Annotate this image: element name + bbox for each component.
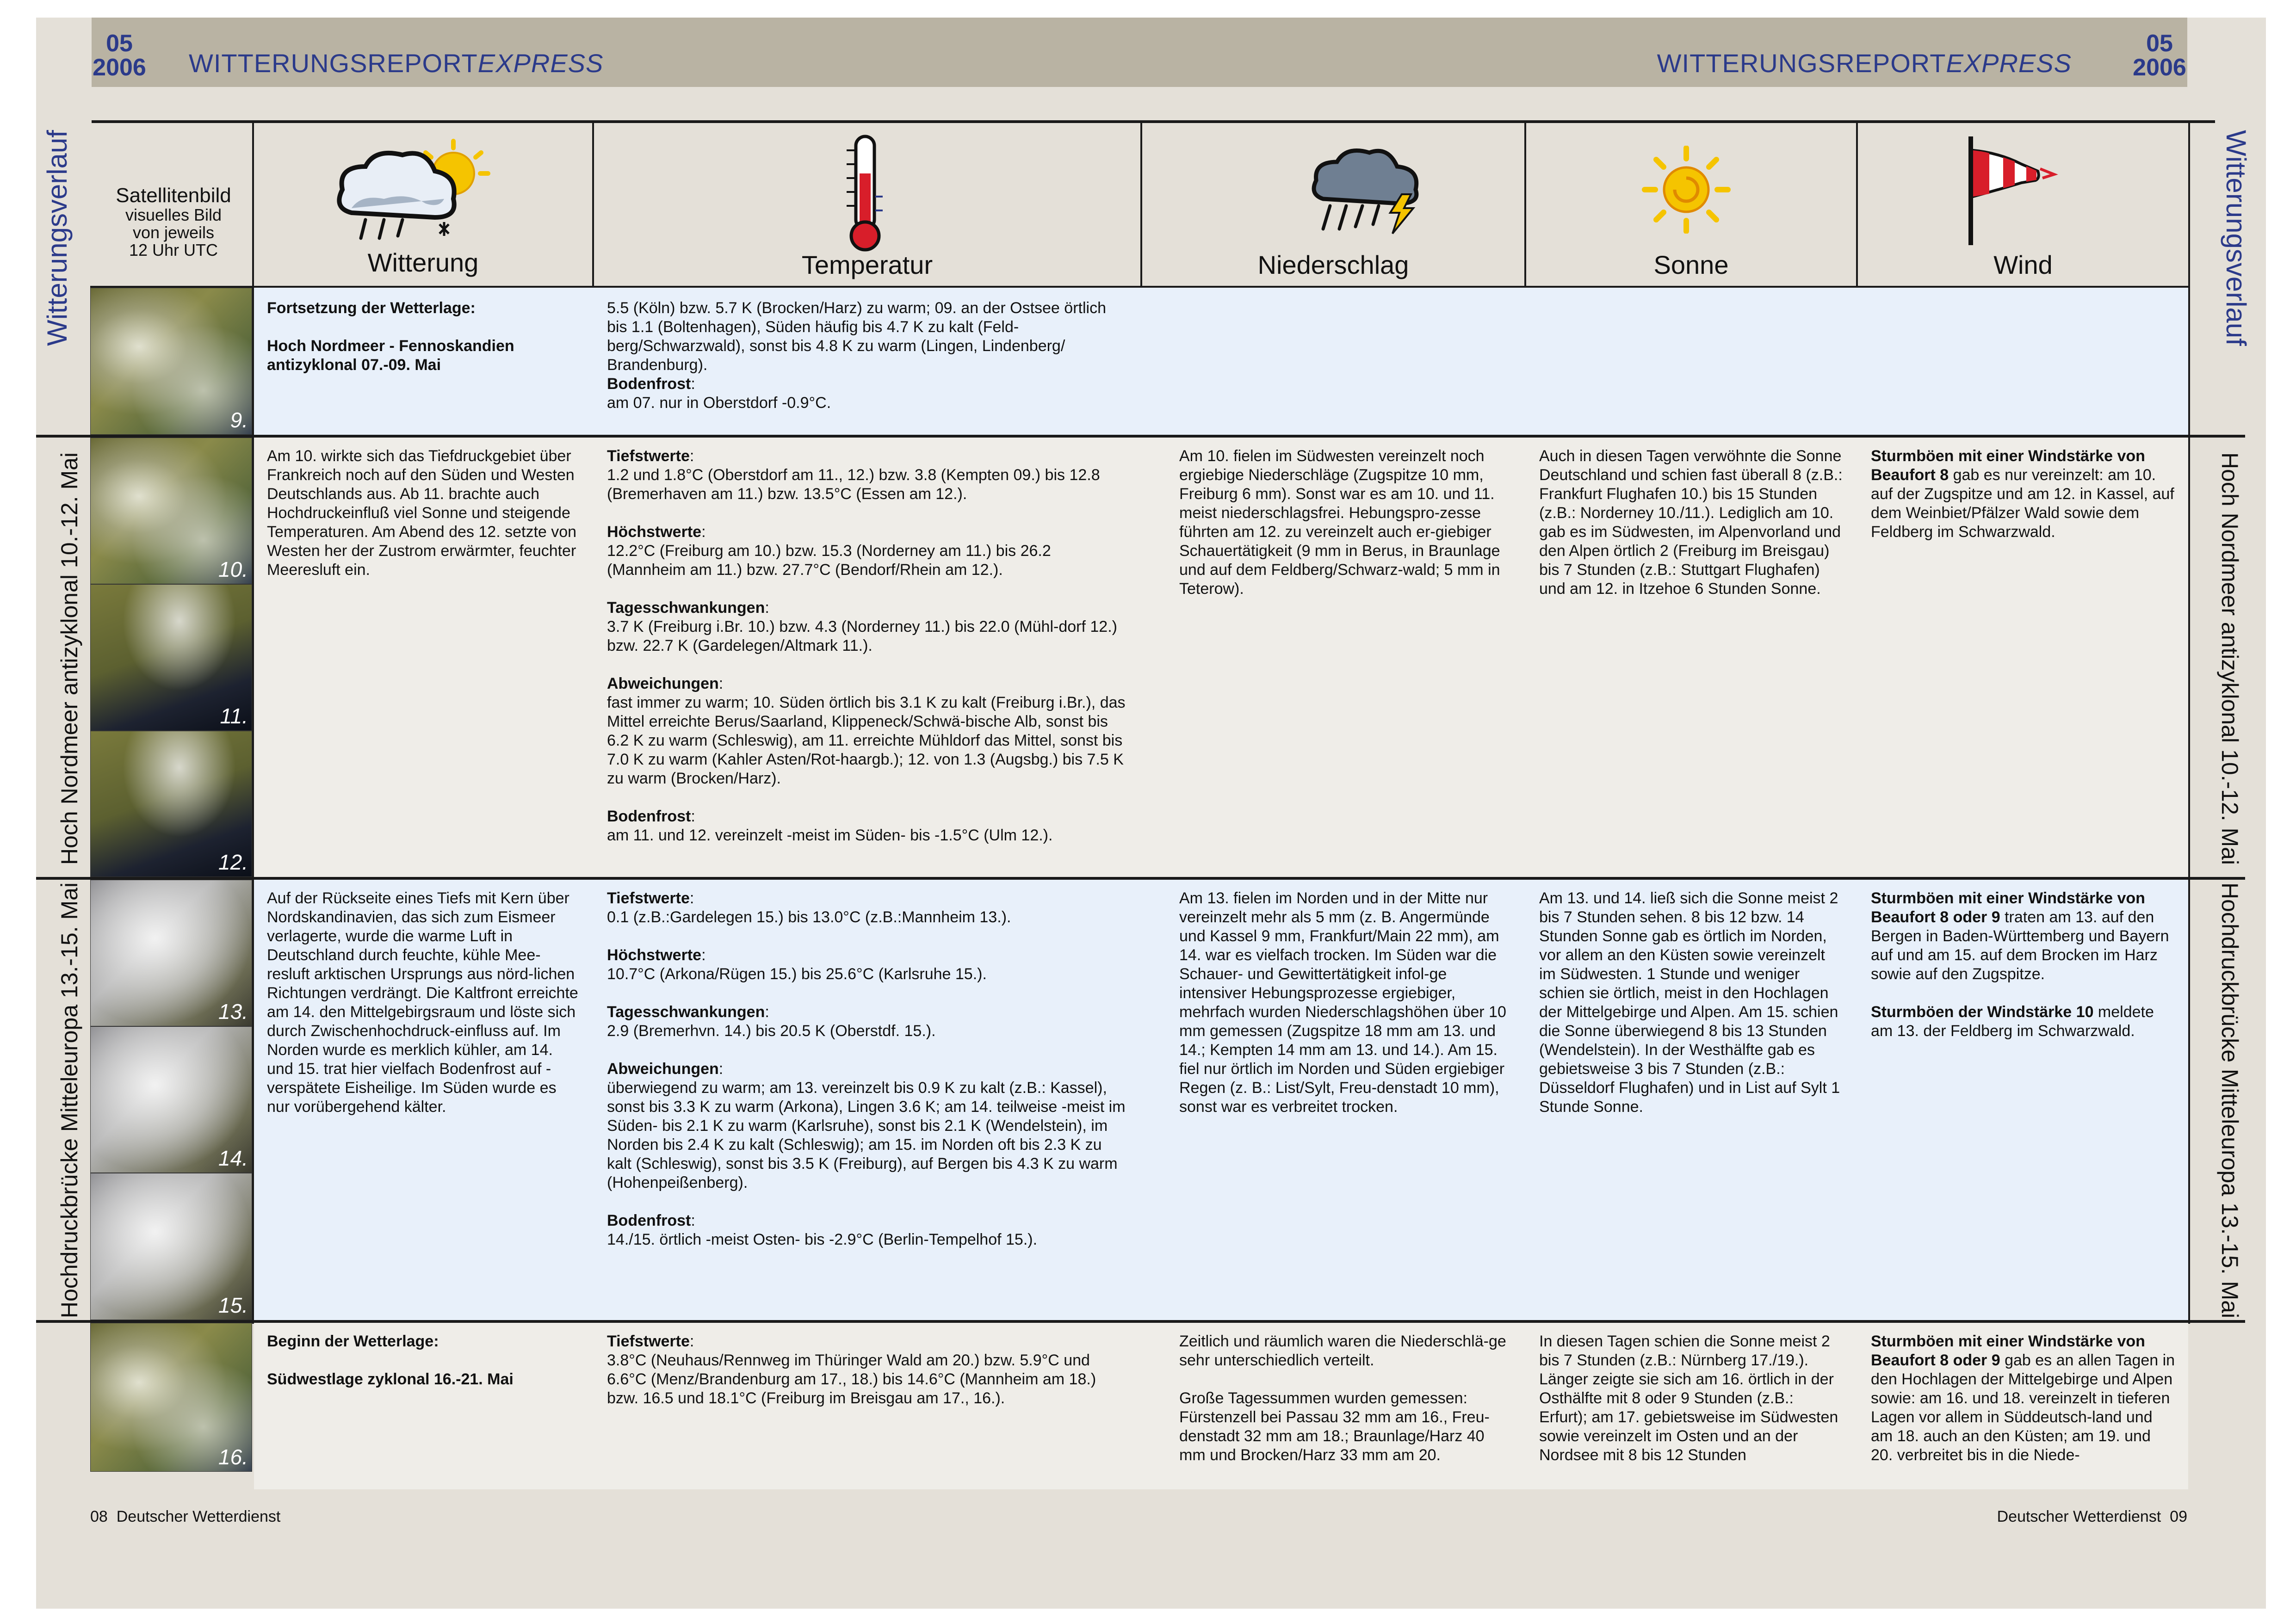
sonne-text: Am 13. und 14. ließ sich die Sonne meist 2 bis 7 Stunden sehen. 8 bis 12 bzw. 14 Stunden Sonne gab es örtlich im Norden, vor allem an den Küsten sowie vereinzelt im Südwesten. 1 Stunde und weniger schien sie örtlich, meist in den Hochlagen der Mittelgebirge und Alpen. Am 15. schien die Sonne überwiegend 8 bis 13 Stunden (Wendelstein). In der Westhälfte gab es gebietsweise 3 bis 7 Stunden (z.B.: Düsseldorf Flughafen) und in List auf Sylt 1 Stunde Sonne.: [1539, 889, 1840, 1116]
schwank-text: 3.7 K (Freiburg i.Br. 10.) bzw. 4.3 (Norderney 11.) bis 22.0 (Mühl-dorf 12.) bzw. 22.7 K (Gardelegen/Altmark 11.).: [607, 618, 1117, 654]
witterung-text: Am 10. wirkte sich das Tiefdruckgebiet über Frankreich noch auf den Süden und Westen Deutschlands aus. Ab 11. brachte auch Hochdruckeinfluß viel Sonne und steigende Temperaturen. Am Abend des 12. setzte von Westen her der Zustrom erwärmter, feuchter Meeresluft ein.: [267, 447, 577, 579]
satellite-caption-line3: 12 Uhr UTC: [129, 241, 218, 259]
wind-text: traten am 13. auf den Bergen in Baden-Württemberg und Bayern auf und am 15. auf dem Brocken im Harz sowie auf den Zugspitze.: [1871, 908, 2169, 983]
issue-year-right: 2006: [2133, 54, 2186, 81]
row4-witterung: [254, 1327, 592, 1489]
column-sonne: Sonne: [1653, 250, 1729, 279]
issue-year-left: 2006: [93, 54, 146, 81]
bodenfrost-label: Bodenfrost: [607, 808, 691, 825]
row3-sonne: [1526, 884, 1856, 1317]
row3-wind: [1858, 884, 2188, 1317]
row1-temperatur: 5.5 (Köln) bzw. 5.7 K (Brocken/Harz) zu warm; 09. an der Ostsee örtlich bis 1.1 (Boltenhagen), Süden häufig bis 4.7 K zu kalt (Feld-berg/Schwarzwald), sonst bis 4.8 K zu warm (Lingen, Lindenberg/ Brandenburg). Bodenfrost: am 07. nur in Oberstdorf -0.9°C.: [607, 299, 1106, 412]
footer-left: [90, 1508, 280, 1526]
section-label-left-2: Hoch Nordmeer antizyklonal 10.-12. Mai: [56, 452, 82, 865]
schwank-label: Tagesschwankungen: [607, 599, 765, 617]
witterung-subheading: Hoch Nordmeer - Fennoskandien antizyklonal 07.-09. Mai: [267, 337, 514, 374]
thermometer-icon: [837, 132, 893, 252]
satellite-day-label: 16.: [218, 1445, 248, 1469]
satellite-caption-line2: von jeweils: [132, 223, 215, 242]
hoechst-text: 12.2°C (Freiburg am 10.) bzw. 15.3 (Norderney am 11.) bis 26.2 (Mannheim am 11.) bzw. 27.7°C (Bendorf/Rhein am 12.).: [607, 542, 1051, 579]
row2-bottom-line: [36, 877, 2245, 880]
bodenfrost-text: 14./15. örtlich -meist Osten- bis -2.9°C (Berlin-Tempelhof 15.).: [607, 1231, 1038, 1248]
wind-bold-text-2: Sturmböen der Windstärke 10: [1871, 1003, 2094, 1021]
hoechst-text: 10.7°C (Arkona/Rügen 15.) bis 25.6°C (Karlsruhe 15.).: [607, 965, 987, 983]
row3-witterung: [254, 884, 592, 1317]
abw-text: überwiegend zu warm; am 13. vereinzelt bis 0.9 K zu kalt (z.B.: Kassel), sonst bis 3.3 K zu warm (Arkona), Lingen 3.6 K; am 14. teilweise -meist im Süden- bis 2.1 K zu warm (Karlsruhe), sonst bis 2.1 K (Wendelstein), im Norden bis 2.4 K zu kalt (Schleswig); am 15. im Norden oft bis 2.3 K zu kalt (Schleswig), sonst bis 3.5 K (Freiburg), auf Bergen bis 4.3 K zu warm (Hohenpeißenberg).: [607, 1079, 1126, 1191]
row4-temperatur: Tiefstwerte: 3.8°C (Neuhaus/Rennweg im Thüringer Wald am 20.) bzw. 5.9°C und 6.6°C (Menz/Brandenburg am 17., 18.) bis 14.6°C (Mannheim am 18.) bzw. 16.5 und 18.1°C (Freiburg im Breisgau am 17., 16.).: [607, 1333, 1096, 1407]
satellite-image-16: [90, 1323, 252, 1472]
windsock-icon: [1957, 132, 2059, 247]
column-temperatur: Temperatur: [801, 250, 933, 279]
witterung-text: Auf der Rückseite eines Tiefs mit Kern über Nordskandinavien, das sich zum Eismeer verlagerte, wurde die warme Luft in Deutschland durch feuchte, kühle Mee-resluft arktischen Ursprungs aus nörd-lichen Richtungen verdrängt. Die Kaltfront erreichte am 14. den Mittelgebirgsraum und löste sich durch Zwischenhochdruck-einfluss auf. Im Norden wurde es merklich kühler, am 14. und 15. trat hier vielfach Bodenfrost auf - verspätete Eisheilige. Im Süden wurde es nur vorübergehend kälter.: [267, 889, 578, 1116]
satellite-image-15: [90, 1173, 252, 1320]
title-express-left: EXPRESS: [477, 49, 604, 78]
satellite-image-11: [90, 584, 252, 731]
satellite-day-label: 10.: [218, 557, 248, 581]
page-number-right: 09: [2170, 1508, 2187, 1525]
satellite-day-label: 13.: [218, 1000, 248, 1024]
header-band: [92, 18, 2187, 87]
sonne-text: In diesen Tagen schien die Sonne meist 2 bis 7 Stunden (z.B.: Nürnberg 17./19.). Länger zeigte sie sich am 16. örtlich in der Osthälfte mit 8 oder 9 Stunden (z.B.: Erfurt); am 17. gebietsweise im Südwesten sowie vereinzelt im Osten und an der Nordsee mit 8 bis 12 Stunden: [1539, 1333, 1838, 1464]
column-wind: Wind: [1993, 250, 2053, 279]
row4-sonne: [1526, 1327, 1856, 1489]
section-label-left-3: Hochdruckbrücke Mitteleuropa 13.-15. Mai: [56, 882, 82, 1319]
witterung-heading: Beginn der Wetterlage:: [267, 1333, 439, 1350]
side-title-right: Witterungsverlauf: [2220, 130, 2252, 346]
title-express-right: EXPRESS: [1946, 49, 2072, 78]
header-bottom-line: [90, 286, 2188, 288]
header-title-right: [1657, 48, 2072, 78]
title-main-right: WITTERUNGSREPORT: [1657, 49, 1946, 78]
row3-niederschlag: [1142, 884, 1524, 1317]
wind-text: gab es an allen Tagen in den Hochlagen der Mittelgebirge und Alpen sowie: am 16. und 18. vereinzelt in tieferen Lagen vor allem in Süddeutsch-land und am 18. auch an den Küsten; am 19. und 20. verbreitet bis in die Niede-: [1871, 1351, 2175, 1464]
satellite-day-label: 9.: [230, 408, 248, 432]
bodenfrost-text: am 11. und 12. vereinzelt -meist im Süden- bis -1.5°C (Ulm 12.).: [607, 827, 1053, 844]
satellite-day-label: 15.: [218, 1293, 248, 1317]
niederschlag-text: Zeitlich und räumlich waren die Niederschlä-ge sehr unterschiedlich verteilt.: [1179, 1333, 1506, 1369]
wind-text-2: meldete am 13. der Feldberg im Schwarzwald.: [1871, 1003, 2154, 1040]
row2-wind: [1858, 442, 2188, 872]
satellite-caption: [102, 185, 245, 259]
row2-niederschlag: [1142, 442, 1524, 872]
abw-text: fast immer zu warm; 10. Süden örtlich bis 3.1 K zu kalt (Freiburg i.Br.), das Mittel erreichte Berus/Saarland, Klippeneck/Schwä-bische Alb, sonst bis 6.2 K zu warm (Schleswig), am 11. erreichte Mühldorf das Mittel, sonst bis 7.0 K zu warm (Kahler Asten/Rot-haargb.); 12. von 1.3 (Augsbg.) bis 7.5 K zu warm (Brocken/Harz).: [607, 694, 1126, 787]
wind-text: gab es nur vereinzelt: am 10. auf der Zugspitze und am 12. in Kassel, auf dem Weinbiet/Pfälzer Wald sowie dem Feldberg im Schwarzwald.: [1871, 466, 2174, 541]
satellite-image-10: [90, 438, 252, 584]
footer-right: [1997, 1508, 2187, 1526]
storm-cloud-icon: [1309, 143, 1430, 236]
bodenfrost-label: Bodenfrost: [607, 375, 691, 393]
satellite-image-9: [90, 288, 252, 435]
wind-bold-text: Sturmböen mit einer Windstärke von Beaufort 8 oder 9: [1871, 889, 2145, 926]
tiefst-text: 3.8°C (Neuhaus/Rennweg im Thüringer Wald am 20.) bzw. 5.9°C und 6.6°C (Menz/Brandenburg am 17., 18.) bis 14.6°C (Mannheim am 18.) bzw. 16.5 und 18.1°C (Freiburg im Breisgau am 17., 16.).: [607, 1351, 1096, 1407]
witterung-heading: Fortsetzung der Wetterlage:: [267, 299, 476, 317]
page-number-left: 08: [90, 1508, 108, 1525]
sonne-text: Auch in diesen Tagen verwöhnte die Sonne Deutschland und schien fast überall 8 (z.B.: Frankfurt Flughafen 10.) bis 15 Stunden (z.B.: Norderney 10./11.). Lediglich am 10. gab es im Südwesten, im Alpenvorland und den Alpen örtlich 2 (Freiburg im Breisgau) bis 7 Stunden (z.B.: Stuttgart Flughafen) und am 12. in Itzehoe 6 Stunden Sonne.: [1539, 447, 1843, 598]
witterung-subheading: Südwestlage zyklonal 16.-21. Mai: [267, 1370, 514, 1388]
satellite-image-13: [90, 880, 252, 1026]
row4-niederschlag: [1142, 1327, 1524, 1489]
tiefst-label: Tiefstwerte: [607, 447, 690, 465]
abw-label: Abweichungen: [607, 1060, 719, 1078]
tiefst-text: 1.2 und 1.8°C (Oberstdorf am 11., 12.) bzw. 3.8 (Kempten 09.) bis 12.8 (Bremerhaven am 11.) bzw. 13.5°C (Essen am 12.).: [607, 466, 1100, 503]
sun-icon: [1638, 146, 1735, 234]
title-main-left: WITTERUNGSREPORT: [189, 49, 478, 78]
row2-witterung: [254, 442, 592, 872]
abw-label: Abweichungen: [607, 675, 719, 692]
bodenfrost-label: Bodenfrost: [607, 1212, 691, 1229]
satellite-caption-line1: visuelles Bild: [125, 205, 222, 224]
row2-sonne: [1526, 442, 1856, 872]
hoechst-label: Höchstwerte: [607, 946, 702, 964]
issue-month-right: 05: [2146, 30, 2173, 57]
bodenfrost-text: am 07. nur in Oberstdorf -0.9°C.: [607, 394, 831, 412]
schwank-text: 2.9 (Bremerhvn. 14.) bis 20.5 K (Oberstdf. 15.).: [607, 1022, 936, 1040]
tiefst-text: 0.1 (z.B.:Gardelegen 15.) bis 13.0°C (z.B.:Mannheim 13.).: [607, 908, 1011, 926]
column-niederschlag: Niederschlag: [1257, 250, 1409, 279]
temperatur-text: 5.5 (Köln) bzw. 5.7 K (Brocken/Harz) zu warm; 09. an der Ostsee örtlich bis 1.1 (Boltenhagen), Süden häufig bis 4.7 K zu kalt (Feld-berg/Schwarzwald), sonst bis 4.8 K zu warm (Lingen, Lindenberg/ Brandenburg).: [607, 299, 1106, 374]
row3-temperatur: Tiefstwerte: 0.1 (z.B.:Gardelegen 15.) bis 13.0°C (z.B.:Mannheim 13.). Höchstwerte: 10.7°C (Arkona/Rügen 15.) bis 25.6°C (Karlsruhe 15.). Tagesschwankungen: 2.9 (Bremerhvn. 14.) bis 20.5 K (Oberstdf. 15.). Abweichungen: überwiegend zu warm; am 13. vereinzelt bis 0.9 K zu kalt (z.B.: Kassel), sonst bis 3.3 K zu warm (Arkona), Lingen 3.6 K; am 14. teilweise -meist im Süden- bis 2.1 K zu warm (Karlsruhe), sonst bis 2.1 K (Wendelstein), im Norden bis 2.4 K zu kalt (Schleswig); am 15. im Norden oft bis 2.3 K zu kalt (Schleswig), sonst bis 3.5 K (Freiburg), auf Bergen bis 4.3 K zu warm (Hohenpeißenberg). Bodenfrost: 14./15. örtlich -meist Osten- bis -2.9°C (Berlin-Tempelhof 15.).: [607, 889, 1126, 1248]
row3-bottom-line: [36, 1320, 2245, 1323]
tiefst-label: Tiefstwerte: [607, 889, 690, 907]
column-witterung: Witterung: [367, 248, 479, 277]
col-line-6: [2188, 121, 2190, 1324]
section-label-right-3: Hochdruckbrücke Mitteleuropa 13.-15. Mai: [2217, 882, 2243, 1319]
satellite-day-label: 11.: [220, 704, 248, 728]
row1-witterung: [254, 294, 592, 433]
issue-number-right: [2132, 31, 2187, 80]
satellite-image-14: [90, 1026, 252, 1173]
row4-wind: [1858, 1327, 2188, 1489]
satellite-caption-title: Satellitenbild: [116, 184, 231, 207]
cloud-sun-icon: [333, 139, 490, 245]
footer-publisher-right: Deutscher Wetterdienst: [1997, 1508, 2161, 1525]
wind-bold-text: Sturmböen mit einer Windstärke von Beaufort 8: [1871, 447, 2145, 484]
row1-bottom-line: [36, 435, 2245, 438]
satellite-day-label: 14.: [218, 1146, 248, 1170]
row2-temperatur: Tiefstwerte: 1.2 und 1.8°C (Oberstdorf am 11., 12.) bzw. 3.8 (Kempten 09.) bis 12.8 (Bremerhaven am 11.) bzw. 13.5°C (Essen am 12.). Höchstwerte: 12.2°C (Freiburg am 10.) bzw. 15.3 (Norderney am 11.) bis 26.2 (Mannheim am 11.) bzw. 27.7°C (Bendorf/Rhein am 12.). Tagesschwankungen: 3.7 K (Freiburg i.Br. 10.) bzw. 4.3 (Norderney 11.) bis 22.0 (Mühl-dorf 12.) bzw. 22.7 K (Gardelegen/Altmark 11.). Abweichungen: fast immer zu warm; 10. Süden örtlich bis 3.1 K zu kalt (Freiburg i.Br.), das Mittel erreichte Berus/Saarland, Klippeneck/Schwä-bische Alb, sonst bis 6.2 K zu warm (Schleswig), am 11. erreichte Mühldorf das Mittel, sonst bis 7.0 K zu warm (Kahler Asten/Rot-haargb.); 12. von 1.3 (Augsbg.) bis 7.5 K zu warm (Brocken/Harz). Bodenfrost: am 11. und 12. vereinzelt -meist im Süden- bis -1.5°C (Ulm 12.).: [607, 447, 1126, 844]
issue-number-left: [92, 31, 147, 80]
header-title-left: [189, 48, 603, 78]
satellite-day-label: 12.: [218, 850, 248, 874]
niederschlag-text: Am 13. fielen im Norden und in der Mitte nur vereinzelt mehr als 5 mm (z. B. Angermünde und Kassel 9 mm, Frankfurt/Main 22 mm), am 14. war es vielfach trocken. Im Süden war die Schauer- und Gewittertätigkeit infol-ge intensiver Hebungsprozesse ergiebiger, mehrfach wurden Niederschlagshöhen über 10 mm gemessen (Zugspitze 18 mm am 13. und 14.; Kempten 14 mm am 13. und 14.). Am 15. fiel nur örtlich im Norden und Süden ergiebiger Regen (z. B.: List/Sylt, Freu-denstadt 10 mm), sonst war es verbreitet trocken.: [1179, 889, 1506, 1116]
section-label-right-2: Hoch Nordmeer antizyklonal 10.-12. Mai: [2217, 452, 2243, 865]
satellite-image-12: [90, 731, 252, 877]
footer-publisher-left: Deutscher Wetterdienst: [116, 1508, 281, 1525]
niederschlag-text: Am 10. fielen im Südwesten vereinzelt noch ergiebige Niederschläge (Zugspitze 10 mm, Freiburg 6 mm). Sonst war es am 10. und 11. meist niederschlagsfrei. Hebungspro-zesse führten am 12. zu vereinzelt auch er-giebiger Schauertätigkeit (9 mm in Berus, in Braunlage und auf dem Feldberg/Schwarz-wald; 5 mm in Teterow).: [1179, 447, 1500, 598]
issue-month-left: 05: [106, 30, 133, 57]
table-top-line: [92, 120, 2215, 123]
wind-bold-text: Sturmböen mit einer Windstärke von Beaufort 8 oder 9: [1871, 1333, 2145, 1369]
tiefst-label: Tiefstwerte: [607, 1333, 690, 1350]
niederschlag-text-2: Große Tagessummen wurden gemessen: Fürstenzell bei Passau 32 mm am 16., Freu-denstadt 32 mm am 18.; Braunlage/Harz 40 mm und Brocken/Harz 33 mm am 20.: [1179, 1389, 1490, 1464]
side-title-left: Witterungsverlauf: [41, 130, 73, 346]
schwank-label: Tagesschwankungen: [607, 1003, 765, 1021]
hoechst-label: Höchstwerte: [607, 523, 702, 541]
